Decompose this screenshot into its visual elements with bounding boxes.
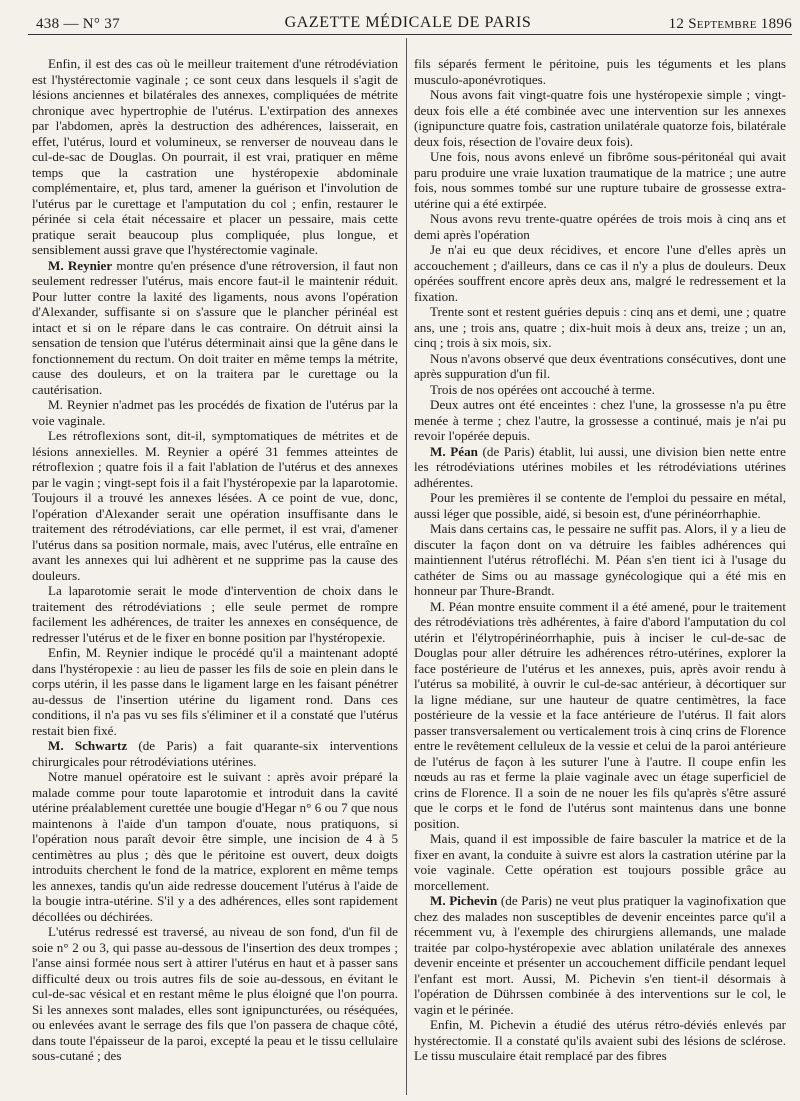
paragraph-text: Trente sont et restent guéries depuis : cinq ans et demi, une ; quatre ans, une ; trois ans, quatre ; dix-huit mois à deux ans, treize ; un an, cinq ; trois à six mois, six. — [414, 304, 786, 350]
paragraph — [414, 521, 786, 599]
column-divider — [406, 38, 407, 1095]
paragraph — [414, 382, 786, 398]
paragraph — [414, 211, 786, 242]
paragraph-text: Enfin, M. Reynier indique le procédé qu'il a maintenant adopté dans l'hystéropexie : au lieu de passer les fils de soie en plein dans le corps utérin, il les passe dans le ligament large en les faisant pénétrer au-dessus de l'insertion utérine du ligament rond. Dans ces conditions, il n'a pas vu ses fils s'éliminer et il a constaté que l'utérus restait bien fixé. — [32, 645, 398, 738]
paragraph — [414, 351, 786, 382]
paragraph — [414, 893, 786, 1017]
paragraph-text: La laparotomie serait le mode d'intervention de choix dans le traitement des rétrodéviations ; elle seule permet de rompre facilement les adhérences, de traiter les annexes en conséquence, de redresser l'utérus et de le fixer en bonne position par l'hystéropexie. — [32, 583, 398, 645]
paragraph-text: (de Paris) a fait quarante-six interventions chirurgicales pour rétrodéviations utérines. — [32, 738, 398, 769]
paragraph-text: Enfin, il est des cas où le meilleur traitement d'une rétrodéviation est l'hystérectomie vaginale ; ce sont ceux dans lesquels il s'agit de lésions anciennes et bilatérales des annexes, compliquées de métrite chronique avec hypertrophie de l'utérus. L'extirpation des annexes par l'abdomen, après la destruction des adhérences, laisserait, en effet, l'utérus, lourd et volumineux, se renverser de nouveau dans le cul-de-sac de Douglas. On pourrait, il est vrai, pratiquer en même temps que la castration une hystéropexie abdominale complémentaire, et, plus tard, amener la guérison et l'involution de l'utérus par le curettage et l'amputation du col ; enfin, restaurer le périnée si cela était nécessaire et placer un pessaire, mais cette pratique serait beaucoup plus compliquée, plus longue, et sensiblement aussi grave que l'hystérectomie vaginale. — [32, 56, 398, 257]
left-column — [32, 56, 398, 1095]
paragraph — [414, 242, 786, 304]
right-column — [414, 56, 786, 1095]
paragraph — [32, 583, 398, 645]
paragraph — [32, 769, 398, 924]
page-number: 438 — N° 37 — [36, 16, 120, 32]
paragraph — [414, 490, 786, 521]
paragraph-text: Nous n'avons observé que deux éventrations consécutives, dont une après suppuration d'un fil. — [414, 350, 786, 381]
paragraph — [414, 831, 786, 893]
paragraph-text: Mais, quand il est impossible de faire basculer la matrice et de la fixer en avant, la conduite à suivre est alors la castration utérine par la voie vaginale. Cette opération est toujours possible grâce au morcellement. — [414, 831, 786, 893]
paragraph — [32, 924, 398, 1064]
paragraph-text: L'utérus redressé est traversé, au niveau de son fond, d'un fil de soie n° 2 ou 3, qui passe au-dessous de l'insertion des deux trompes ; l'anse ainsi formée nous sert à attirer l'utérus en haut et à passer sans difficulté deux ou trois autres fils de soie au-dessous, en évitant le cul-de-sac vésical et en restant même le plus éloigné que l'on pourra. Si les annexes sont malades, elles sont ignipuncturées, ou réséquées, ou enlevées avant le serrage des fils que l'on passera de chaque côté, dans toute l'épaisseur de la paroi, excepté la peau et le tissu cellulaire sous-cutané ; des — [32, 924, 398, 1063]
paragraph-text: M. Reynier n'admet pas les procédés de fixation de l'utérus par la voie vaginale. — [32, 397, 398, 428]
paragraph — [414, 1017, 786, 1064]
paragraph — [414, 599, 786, 832]
paragraph-text: Les rétroflexions sont, dit-il, symptomatiques de métrites et de lésions annexielles. M. Reynier a opéré 31 femmes atteintes de rétroflexion ; quatre fois il a fait l'ablation de l'utérus et des annexes par le vagin ; vingt-sept fois il a fait l'hystéropexie par la laparotomie. Toujours il a trouvé les annexes lésées. A ce point de vue, donc, l'opération d'Alexander serait une opération insuffisante dans le traitement des rétrodéviations, car elle permet, il est vrai, d'amener l'utérus dans sa position normale, mais, avec l'utérus, elle entraîne en avant les annexes qui lui adhèrent et ne supprime pas la cause des douleurs. — [32, 428, 398, 583]
header-rule — [28, 34, 792, 35]
paragraph-text: (de Paris) ne veut plus pratiquer la vaginofixation que chez des malades non susceptibles de devenir enceintes parce qu'il a récemment vu, à l'exemple des chirurgiens allemands, une malade traitée par colpo-hystéropexie avec ablation unilatérale des annexes devenir enceinte et présenter un accouchement difficile pendant lequel l'enfant est mort. Aussi, M. Pichevin s'en tient-il désormais à l'opération de Dührssen combinée à des interventions sur le col, le vagin et le périnée. — [414, 893, 786, 1017]
running-header — [24, 6, 792, 34]
paragraph — [32, 738, 398, 769]
date-day: 12 — [668, 16, 685, 32]
paragraph — [414, 149, 786, 211]
journal-title: GAZETTE MÉDICALE DE PARIS — [284, 14, 532, 31]
paragraph-text: Nous avons revu trente-quatre opérées de trois mois à cinq ans et demi après l'opération — [414, 211, 786, 242]
paragraph-text: Deux autres ont été enceintes : chez l'une, la grossesse n'a pu être menée à terme ; chez l'autre, la grossesse a continué, mais je n'ai pu revoir l'opérée depuis. — [414, 397, 786, 443]
paragraph — [414, 87, 786, 149]
paragraph — [32, 56, 398, 258]
paragraph — [414, 444, 786, 491]
paragraph — [32, 428, 398, 583]
paragraph — [32, 397, 398, 428]
paragraph — [414, 304, 786, 351]
paragraph — [32, 645, 398, 738]
speaker-name: M. Péan — [430, 443, 478, 459]
paragraph-text: fils séparés ferment le péritoine, puis les téguments et les plans musculo-aponévrotiques. — [414, 56, 786, 87]
date-year: 1896 — [760, 16, 792, 32]
speaker-name: M. Pichevin — [430, 893, 498, 908]
paragraph-text: Une fois, nous avons enlevé un fibrôme sous-péritonéal qui avait paru produire une vraie luxation traumatique de la matrice ; une autre fois, nous sommes tombé sur une rupture tubaire de grossesse extra-utérine qui a été extirpée. — [414, 149, 786, 211]
paragraph-text: (de Paris) établit, lui aussi, une division bien nette entre les rétrodéviations utérines mobiles et les rétrodéviations utérines adhérentes. — [414, 443, 786, 490]
paragraph — [32, 258, 398, 398]
paragraph-text: montre qu'en présence d'une rétroversion, il faut non seulement redresser l'utérus, mais encore faut-il le maintenir réduit. Pour lutter contre la laxité des ligaments, nous avons l'opération d'Alexander, suffisante si on s'assure que le plancher périnéal est intact et si on le répare dans le cas contraire. On détruit ainsi la sensation de tension que l'utérus déterminait ainsi que la gêne dans le fonctionnement du rectum. On doit traiter en même temps la métrite, cause des douleurs, et on la traitera par le curettage ou la cautérisation. — [32, 257, 398, 397]
paragraph-text: Mais dans certains cas, le pessaire ne suffit pas. Alors, il y a lieu de discuter la façon dont on va détruire les faibles adhérences qui maintiennent l'utérus rétrofléchi. M. Péan s'en tient ici à l'usage du cathéter de Sims ou au massage gynécologique qui a été mis en honneur par Thure-Brandt. — [414, 521, 786, 598]
paragraph-text: Nous avons fait vingt-quatre fois une hystéropexie simple ; vingt-deux fois elle a été combinée avec une intervention sur les annexes (ignipuncture quatre fois, castration unilatérale quatorze fois, bilatérale deux fois, résection de l'ovaire deux fois). — [414, 87, 786, 149]
paragraph-text: Je n'ai eu que deux récidives, et encore l'une d'elles après un accouchement ; d'ailleurs, dans ce cas il n'y a plus de douleurs. Deux opérées souffrent encore après deux ans, malgré le redressement et la fixation. — [414, 242, 786, 304]
speaker-name: M. Reynier — [48, 257, 113, 273]
date-month: Septembre — [688, 16, 757, 32]
paragraph-text: M. Péan montre ensuite comment il a été amené, pour le traitement des rétrodéviations très adhérentes, à faire d'abord l'amputation du col utérin et l'élytropérinéorrhaphie, puis à inciser le cul-de-sac de Douglas pour aller détruire les adhérences rétro-utérines, explorer la face postérieure de l'utérus et les annexes, puis, après avoir rendu à l'utérus sa mobilité, à ouvrir le cul-de-sac antérieur, à décortiquer sur la ligne médiane, sur une hauteur de quatre centimètres, la face postérieure de la vessie et la face antérieure de l'utérus. Il fait alors passer transversalement ou verticalement trois à cinq crins de Florence entre le revêtement celluleux de la vessie et celui de la paroi antérieure de l'utérus de façon à les suturer l'une à l'autre. Il coupe enfin les nœuds au ras et ferme la plaie vaginale avec un étage superficiel de crins de Florence. Il a soin de ne nouer les fils qu'après s'être assuré que le corps et le fond de l'utérus sont maintenus dans une bonne position. — [414, 598, 786, 831]
speaker-name: M. Schwartz — [48, 738, 128, 753]
paragraph-text: Trois de nos opérées ont accouché à terme. — [430, 381, 655, 397]
paragraph-text: Pour les premières il se contente de l'emploi du pessaire en métal, aussi léger que possible, aidé, si besoin est, d'une périnéorrhaphie. — [414, 490, 786, 521]
paragraph-text: Enfin, M. Pichevin a étudié des utérus rétro-déviés enlevés par hystérectomie. Il a constaté qu'ils avaient subi des lésions de sclérose. Le tissu musculaire était remplacé par des fibres — [414, 1017, 786, 1063]
paragraph — [414, 397, 786, 444]
paragraph-text: Notre manuel opératoire est le suivant : après avoir préparé la malade comme pour toute laparotomie et introduit dans la cavité utérine préalablement curettée une bougie d'Hegar n° 6 ou 7 que nous maintenons à l'aide d'un tampon d'ouate, nous pratiquons, si l'opération nous paraît devoir être simple, une incision de 4 à 5 centimètres au plus ; dès que le péritoine est ouvert, deux doigts introduits cherchent le fond de la matrice, explorent en même temps les annexes, tandis qu'un aide redresse doucement l'utérus à l'aide de la bougie intra-utérine. S'il y a des adhérences, elles sont rapidement décollées ou déchirées. — [32, 769, 398, 924]
issue-date — [669, 16, 792, 33]
paragraph — [414, 56, 786, 87]
